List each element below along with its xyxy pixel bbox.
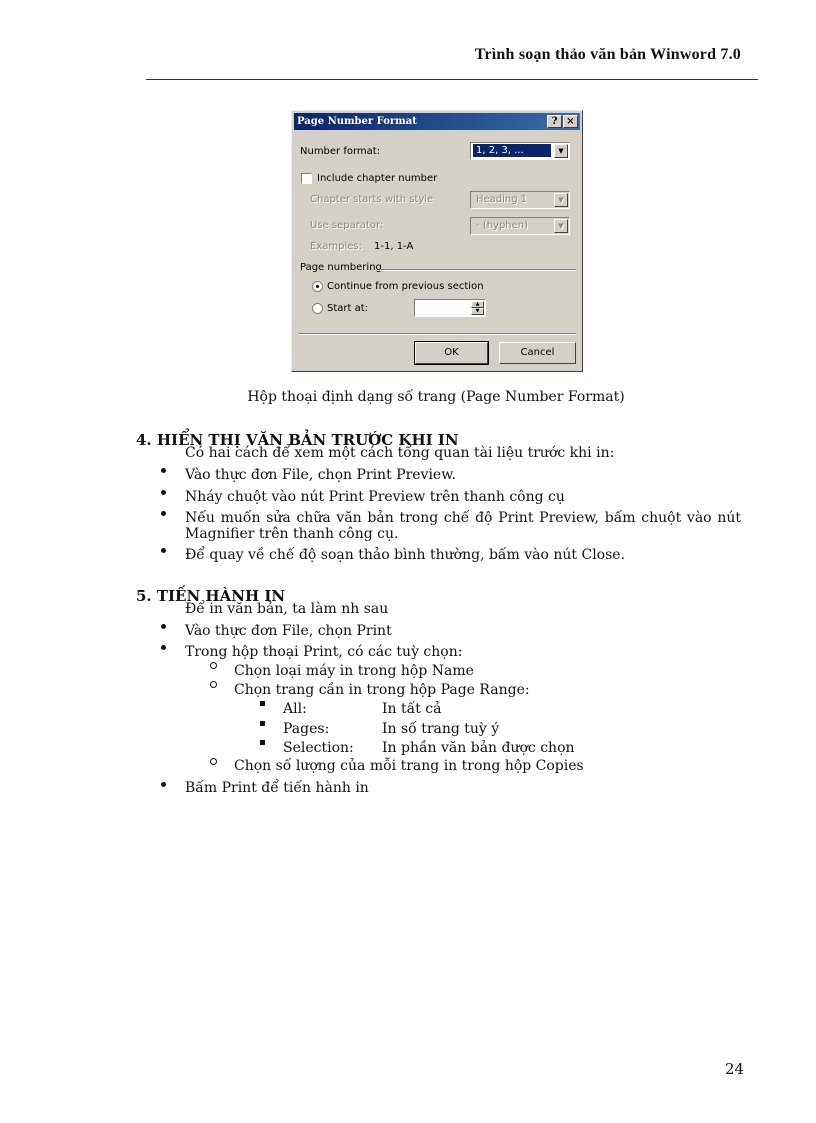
sub-list-item: Chọn trang cần in trong hộp Page Range:: [234, 682, 530, 698]
bullet-icon: [161, 645, 166, 650]
dialog-titlebar: [294, 113, 580, 130]
separator-select[interactable]: [470, 217, 570, 235]
number-format-label: Number format:: [300, 146, 381, 157]
number-format-select[interactable]: [470, 142, 570, 160]
spin-up-icon[interactable]: ▲: [471, 301, 484, 308]
list-item: Nháy chuột vào nút Print Preview trên thanh công cụ: [185, 489, 565, 505]
chapter-style-select[interactable]: [470, 191, 570, 209]
start-at-stepper[interactable]: [414, 299, 486, 317]
section-5-intro: Để in văn bản, ta làm nh sau: [185, 601, 389, 617]
chevron-down-icon[interactable]: ▼: [554, 144, 568, 158]
square-bullet-icon: [260, 721, 265, 726]
list-item: Bấm Print để tiến hành in: [185, 780, 369, 796]
chapter-style-value: Heading 1: [476, 194, 528, 205]
range-name: Selection:: [283, 740, 354, 756]
figure-caption: Hộp thoại định dạng số trang (Page Number Format): [247, 389, 625, 405]
header-title: Trình soạn thảo văn bản Winword 7.0: [474, 46, 741, 63]
continue-radio[interactable]: [312, 281, 323, 292]
sub-list-item: Chọn số lượng của mỗi trang in trong hộp Copies: [234, 758, 584, 774]
section-4-heading: 4. HIỂN THỊ VĂN BẢN TRƯỚC KHI IN: [136, 431, 459, 449]
start-at-radio[interactable]: [312, 303, 323, 314]
range-desc: In tất cả: [382, 701, 442, 717]
include-chapter-checkbox[interactable]: [301, 173, 312, 184]
header-rule: [146, 79, 758, 80]
chapter-style-label: Chapter starts with style: [310, 194, 434, 205]
bullet-icon: [161, 490, 166, 495]
bullet-icon: [161, 782, 166, 787]
range-name: All:: [283, 701, 307, 717]
section-4-intro: Có hai cách để xem một cách tổng quan tài liệu trước khi in:: [185, 445, 615, 461]
list-item: Để quay về chế độ soạn thảo bình thường, bấm vào nút Close.: [185, 547, 626, 563]
square-bullet-icon: [260, 701, 265, 706]
dialog-title: Page Number Format: [297, 116, 417, 127]
examples-value: 1-1, 1-A: [374, 241, 414, 252]
square-bullet-icon: [260, 740, 265, 745]
button-divider: [298, 333, 576, 335]
circle-bullet-icon: [210, 758, 217, 765]
page-number: 24: [725, 1060, 745, 1078]
bullet-icon: [161, 548, 166, 553]
list-item: Vào thực đơn File, chọn Print Preview.: [185, 467, 456, 483]
continue-label: Continue from previous section: [327, 281, 484, 292]
range-desc: In phần văn bản được chọn: [382, 740, 575, 756]
separator-label: Use separator:: [310, 220, 384, 231]
section-5-heading: 5. TIẾN HÀNH IN: [136, 587, 286, 605]
cancel-button[interactable]: Cancel: [499, 342, 576, 364]
bullet-icon: [161, 468, 166, 473]
page-numbering-label: Page numbering: [300, 262, 382, 273]
group-divider: [380, 269, 576, 271]
list-item-continued: Magnifier trên thanh công cụ.: [185, 526, 399, 542]
start-at-label: Start at:: [327, 303, 369, 314]
circle-bullet-icon: [210, 662, 217, 669]
bullet-icon: [161, 511, 166, 516]
page-number-format-dialog: [291, 110, 583, 372]
spin-down-icon[interactable]: ▼: [471, 308, 484, 315]
separator-value: - (hyphen): [476, 220, 529, 231]
number-format-value: 1, 2, 3, ...: [473, 144, 551, 157]
circle-bullet-icon: [210, 681, 217, 688]
list-item: Trong hộp thoại Print, có các tuỳ chọn:: [185, 644, 463, 660]
bullet-icon: [161, 624, 166, 629]
range-name: Pages:: [283, 721, 330, 737]
list-item: Nếu muốn sửa chữa văn bản trong chế độ Print Preview, bấm chuột vào nút: [185, 510, 741, 526]
sub-list-item: Chọn loại máy in trong hộp Name: [234, 663, 474, 679]
chevron-down-icon[interactable]: ▼: [554, 193, 568, 207]
chevron-down-icon[interactable]: ▼: [554, 219, 568, 233]
range-desc: In số trang tuỳ ý: [382, 721, 500, 737]
help-icon[interactable]: ?: [547, 115, 562, 128]
list-item: Vào thực đơn File, chọn Print: [185, 623, 392, 639]
ok-button[interactable]: OK: [415, 342, 488, 364]
include-chapter-label: Include chapter number: [317, 173, 438, 184]
close-icon[interactable]: ×: [563, 115, 578, 128]
examples-label: Examples:: [310, 241, 362, 252]
